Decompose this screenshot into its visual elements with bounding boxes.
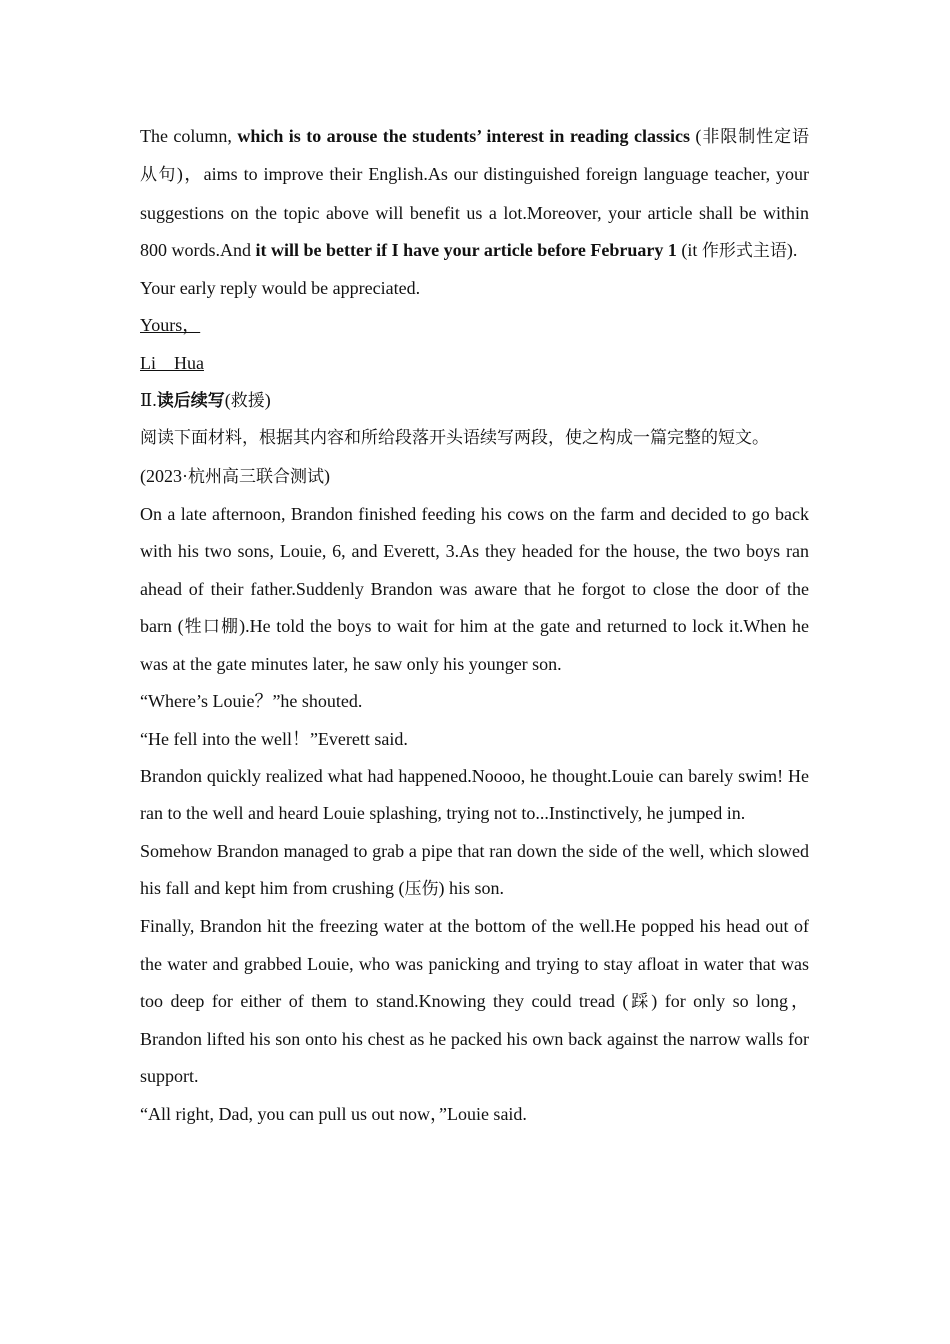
dialogue-line: “Where’s Louie？”he shouted.	[140, 691, 363, 712]
section-topic: 救援	[230, 391, 265, 412]
gloss: 牲口棚	[183, 616, 240, 637]
story-paragraph	[140, 833, 809, 909]
text-run: )	[324, 465, 330, 486]
gloss: 踩	[628, 991, 652, 1012]
text-run: The column,	[140, 126, 238, 146]
story-paragraph: Brandon quickly realized what had happened.Noooo, he thought.Louie can barely swim! He ran to the well and heard Louie splashing, trying not to...Instinctively, he jumped in.	[140, 766, 809, 824]
document-page	[140, 118, 809, 1133]
closing-text: Yours，	[140, 315, 201, 336]
dialogue-line: “All right, Dad, you can pull us out now，”Louie said.	[140, 1103, 527, 1124]
source-line	[140, 458, 809, 496]
bold-phrase: which is to arouse the students’ interest in reading classics	[237, 126, 690, 146]
story-paragraph	[140, 908, 809, 1095]
signature-name: Li Hua	[140, 352, 204, 373]
text-run: ) his son.	[438, 877, 504, 898]
text-run: On a late afternoon, Brandon finished feeding his cows on the farm and decided to go back with his two sons, Louie, 6, and Everett, 3.As they headed for the house, the two boys ran ahead of their father.Suddenly Brandon was aware that he forgot to close the door of the barn (	[140, 503, 809, 636]
text-run: (	[224, 390, 231, 411]
closing-line	[140, 307, 809, 344]
letter-paragraph	[140, 118, 809, 270]
text-run: (it	[676, 239, 702, 260]
bold-phrase: it will be better if I have your article before February 1	[255, 239, 677, 260]
section-number: Ⅱ.	[140, 390, 157, 411]
text-run: )，aims to improve their English.As our distinguished foreign language teacher, your suggestions on the topic above will benefit us a lot.Moreover, your article shall be within 800 words.And	[140, 164, 810, 260]
text-run: Somehow Brandon managed to grab a pipe that ran down the side of the well, which slowed his fall and kept him from crushing (	[140, 840, 809, 898]
text-run: ).He told the boys to wait for him at the gate and returned to lock it.When he was at the gate minutes later, he saw only his younger son.	[140, 615, 809, 675]
instruction-text: 阅读下面材料，根据其内容和所给段落开头语续写两段，使之构成一篇完整的短文。	[140, 428, 769, 449]
source-name: 杭州高三联合测试	[188, 466, 324, 487]
text-run: ).	[786, 239, 798, 260]
grammar-note: 作形式主语	[701, 240, 787, 261]
reply-line: Your early reply would be appreciated.	[140, 278, 421, 299]
story-paragraph	[140, 496, 809, 683]
section-heading	[140, 382, 809, 420]
text-run: (2023·	[140, 465, 188, 486]
section-title: 读后续写	[156, 391, 225, 412]
gloss: 压伤	[404, 878, 439, 899]
text-run: ) for only so long，Brandon lifted his son onto his chest as he packed his own back against the narrow walls for support.	[140, 990, 809, 1087]
grammar-note: 非限制性定语从句	[140, 127, 810, 186]
text-run: Finally, Brandon hit the freezing water at the bottom of the well.He popped his head out of the water and grabbed Louie, who was panicking and trying to stay afloat in water that was too deep for either of them to stand.Knowing they could tread (	[140, 916, 809, 1011]
text-run: )	[264, 390, 271, 411]
text-run: (	[689, 126, 702, 146]
dialogue-line: “He fell into the well！”Everett said.	[140, 728, 408, 749]
signature-line	[140, 345, 809, 382]
